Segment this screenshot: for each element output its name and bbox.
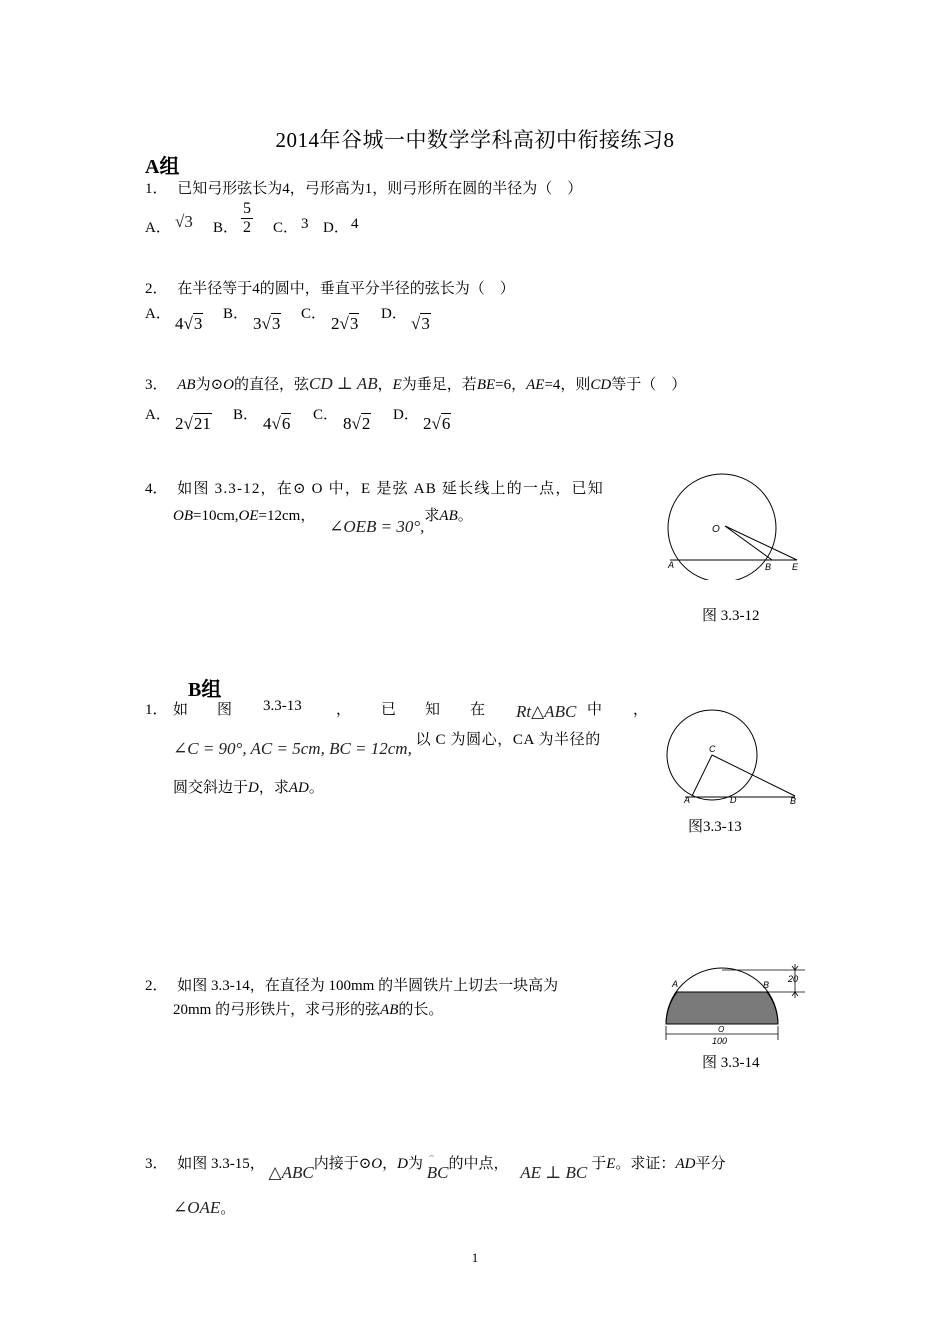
- b-q2-line1: [145, 974, 558, 995]
- text-fragment: 于: [591, 1156, 607, 1172]
- coefficient: 2: [175, 414, 184, 433]
- text-fragment: 的中点，: [448, 1156, 509, 1172]
- a-q2-opt-a-value: [175, 314, 203, 334]
- text-fragment: 20mm 的弓形铁片，求弓形的弦: [173, 1002, 381, 1018]
- a-q1-number: 1．: [145, 181, 168, 197]
- word: 在: [470, 702, 486, 718]
- radical-sign: √: [431, 414, 441, 433]
- a-q3-opt-c-value: [343, 414, 371, 434]
- math-angle-oae: ∠OAE: [173, 1198, 221, 1217]
- radicand: 6: [281, 414, 291, 433]
- radicand: 6: [441, 414, 451, 433]
- text-fragment: 为垂足，若: [401, 377, 477, 393]
- page-title-text: 2014年谷城一中数学学科高初中衔接练习8: [275, 128, 675, 152]
- segment-ab: AB: [439, 508, 458, 524]
- point-e: E: [392, 377, 402, 393]
- b-q3-number: 3．: [145, 1156, 168, 1172]
- math-right-triangle: Rt△ABC: [516, 702, 577, 721]
- coefficient: 8: [343, 414, 352, 433]
- a-q1-opt-c-label: C．: [273, 220, 299, 236]
- arc-label: BC: [426, 1163, 449, 1182]
- a-q4-line2: [173, 504, 473, 536]
- line-cb: [712, 755, 795, 796]
- label-b: B: [790, 796, 797, 806]
- label-o: O: [712, 524, 720, 535]
- segment-ad: AD: [675, 1156, 696, 1172]
- b-q3-line1: [145, 1150, 810, 1182]
- remaining-plate: [666, 992, 778, 1024]
- radical-sign: √: [271, 414, 281, 433]
- radical-sign: √: [261, 314, 271, 333]
- label-e: E: [792, 562, 799, 572]
- b-q1-text-line2: 以 C 为圆心，CA 为半径的: [415, 732, 601, 748]
- text-fragment: ，: [382, 1156, 398, 1172]
- b-q2-line2: [173, 998, 443, 1019]
- figure-3-3-12: [655, 470, 815, 580]
- coefficient: 4: [175, 314, 184, 333]
- text-fragment: 求: [424, 508, 440, 524]
- text-fragment: 圆交斜边于: [173, 780, 249, 796]
- label-a: A: [668, 560, 675, 570]
- arc-symbol: ⌢: [428, 1150, 435, 1160]
- segment-cd: CD: [590, 377, 612, 393]
- text-fragment: 的直径，弦: [234, 377, 310, 393]
- a-q1-opt-d-label: D．: [323, 220, 349, 236]
- label-c: C: [709, 744, 716, 754]
- point-d: D: [248, 780, 259, 796]
- a-q2-stem: [145, 277, 515, 298]
- page-title: [0, 124, 950, 154]
- text-fragment: =6，: [495, 377, 527, 393]
- word: 中: [587, 702, 603, 718]
- text-fragment: 。: [457, 508, 473, 524]
- a-q1-opt-d-value: 4: [351, 216, 359, 232]
- text-fragment: 。: [308, 780, 324, 796]
- label-o: O: [718, 1025, 725, 1034]
- segment-ad: AD: [288, 780, 309, 796]
- label-100: 100: [712, 1036, 728, 1046]
- a-q2-opt-d-value: [411, 314, 431, 334]
- word: 知: [425, 702, 441, 718]
- label-b: B: [763, 980, 770, 990]
- math-angle-oeb: ∠OEB = 30°,: [329, 517, 425, 536]
- a-q2-opt-d-label: D．: [381, 306, 407, 322]
- point-o: O: [371, 1156, 383, 1172]
- label-d: D: [730, 795, 737, 805]
- a-q1-opt-a-label: A．: [145, 220, 171, 236]
- b-q2-text-line1: 如图 3.3-14，在直径为 100mm 的半圆铁片上切去一块高为: [177, 978, 559, 994]
- a-q3-opt-b-label: B．: [233, 407, 259, 423]
- group-b-heading: B组: [188, 679, 222, 701]
- fraction-numerator: 5: [243, 200, 251, 217]
- arc-bc: [426, 1150, 449, 1183]
- a-q1-opt-c-value: 3: [301, 216, 309, 232]
- a-q3-options: [145, 401, 475, 441]
- a-q2-number: 2．: [145, 281, 168, 297]
- a-q3-opt-a-value: [175, 414, 212, 434]
- radical-sign: √: [411, 314, 421, 333]
- word: ，: [336, 702, 352, 718]
- text-fragment: =4，则: [544, 377, 591, 393]
- point-o: O: [223, 377, 235, 393]
- a-q2-text: 在半径等于4的圆中，垂直平分半径的弦长为（ ）: [177, 281, 515, 297]
- a-q2-opt-b-value: [253, 314, 281, 334]
- a-q4-number: 4．: [145, 481, 168, 497]
- a-q3-number: 3．: [145, 377, 168, 393]
- math-perpendicular: AE ⊥ BC: [520, 1163, 588, 1182]
- line-ob: [725, 526, 772, 560]
- text-fragment: 内接于⊙: [313, 1156, 372, 1172]
- figure-3-3-13: [655, 708, 805, 808]
- b-q1-number: 1．: [145, 702, 168, 718]
- radicand: 2: [361, 414, 371, 433]
- segment-ob: OB: [173, 508, 193, 524]
- label-a: A: [672, 979, 679, 989]
- word: 如: [173, 702, 189, 718]
- radical-sign: √: [351, 414, 361, 433]
- fraction-denominator: 2: [243, 219, 251, 236]
- figure-3-3-13-caption: 图3.3-13: [688, 819, 742, 835]
- coefficient: 3: [253, 314, 262, 333]
- text-fragment: 为⊙: [195, 377, 224, 393]
- a-q2-opt-b-label: B．: [223, 306, 249, 322]
- coefficient: 4: [263, 414, 272, 433]
- b-q3-line2: [173, 1197, 235, 1218]
- chord-ab: AB: [380, 1002, 399, 1018]
- math-given-values: ∠C = 90°, AC = 5cm, BC = 12cm,: [173, 739, 412, 758]
- figure-3-3-14: [660, 962, 810, 1048]
- radicand: 21: [193, 414, 211, 433]
- a-q4-line1: [145, 477, 604, 498]
- word: 3.3-13: [263, 698, 302, 714]
- radicand: 3: [193, 314, 203, 333]
- b-q2-number: 2．: [145, 978, 168, 994]
- a-q1-opt-b-fraction: [241, 200, 253, 237]
- figure-3-3-14-caption: 图 3.3-14: [702, 1055, 760, 1071]
- word: 图: [217, 702, 233, 718]
- radical-sign: √: [183, 414, 193, 433]
- a-q1-stem: [145, 177, 582, 198]
- a-q2-opt-c-label: C．: [301, 306, 327, 322]
- segment-be: BE: [476, 377, 496, 393]
- coefficient: 2: [331, 314, 340, 333]
- text-fragment: =12cm，: [258, 508, 316, 524]
- radicand: 3: [421, 314, 430, 333]
- a-q3-opt-c-label: C．: [313, 407, 339, 423]
- point-d: D: [397, 1156, 408, 1172]
- text-fragment: 为: [407, 1156, 423, 1172]
- text-fragment: 平分: [695, 1156, 726, 1172]
- a-q2-opt-c-value: [331, 314, 359, 334]
- radicand: 3: [271, 314, 281, 333]
- b-q1-line2: [173, 728, 601, 758]
- segment-oe: OE: [238, 508, 259, 524]
- a-q3-opt-b-value: [263, 414, 291, 434]
- b-q1-line1: [173, 698, 648, 728]
- label-b: B: [765, 562, 772, 572]
- label-a: A: [684, 795, 691, 805]
- line-oe: [725, 526, 797, 560]
- a-q3-opt-d-value: [423, 414, 451, 434]
- b-q1-line3: [173, 776, 324, 797]
- a-q1-text: 已知弓形弦长为4，弓形高为1，则弓形所在圆的半径为（ ）: [177, 181, 583, 197]
- math-triangle-abc: △ABC: [268, 1163, 314, 1182]
- radicand: 3: [349, 314, 359, 333]
- a-q2-options: [145, 302, 465, 342]
- text-fragment: 。: [220, 1201, 236, 1217]
- a-q2-opt-a-label: A．: [145, 306, 171, 322]
- text-fragment: =10cm,: [193, 508, 239, 524]
- text-fragment: ，求: [258, 780, 289, 796]
- math-perpendicular: CD ⊥ AB: [309, 374, 378, 393]
- a-q3-opt-d-label: D．: [393, 407, 419, 423]
- word: 已: [381, 702, 397, 718]
- word: ，: [633, 702, 649, 718]
- radical-sign: √: [183, 314, 193, 333]
- text-fragment: 的长。: [398, 1002, 444, 1018]
- text-fragment: 等于（ ）: [611, 377, 687, 393]
- a-q1-opt-a-value: √3: [175, 212, 193, 231]
- group-a-heading: A组: [145, 156, 180, 178]
- segment-ab: AB: [177, 377, 196, 393]
- label-20: 20: [788, 974, 799, 984]
- page-number: 1: [471, 1250, 479, 1265]
- figure-3-3-12-caption: 图 3.3-12: [702, 608, 760, 624]
- segment-ae: AE: [526, 377, 545, 393]
- text-fragment: ，: [377, 377, 393, 393]
- text-fragment: 。求证：: [615, 1156, 676, 1172]
- coefficient: 2: [423, 414, 432, 433]
- point-e: E: [606, 1156, 616, 1172]
- a-q3-opt-a-label: A．: [145, 407, 171, 423]
- a-q3-stem: [145, 373, 686, 394]
- line-ca: [692, 755, 712, 796]
- radical-sign: √: [339, 314, 349, 333]
- a-q1-opt-b-label: B．: [213, 220, 239, 236]
- a-q4-text-line1: 如图 3.3-12，在⊙ O 中，E 是弦 AB 延长线上的一点，已知: [177, 481, 604, 497]
- text-fragment: 如图 3.3-15，: [177, 1156, 265, 1172]
- circle-o: [668, 474, 776, 580]
